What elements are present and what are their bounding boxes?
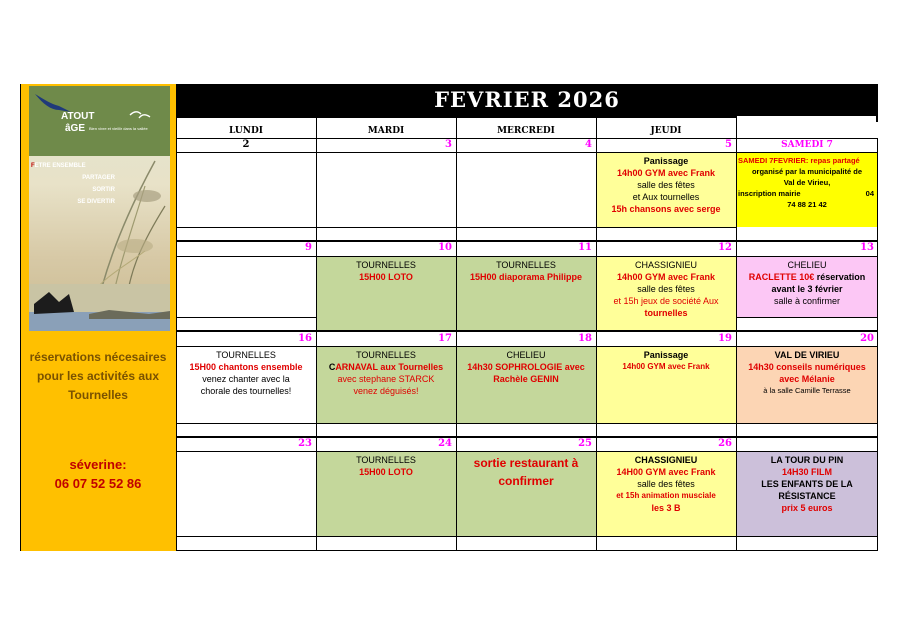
date-num: 13 (860, 242, 874, 253)
event-w4-sat (736, 452, 878, 536)
grid-line (456, 116, 457, 551)
logo-word1: ATOUT (61, 111, 95, 122)
event-text: 14H00 GYM avec Frank (616, 467, 716, 477)
reservation-note: réservations nécesaires pour les activités aux Tournelles (29, 350, 167, 402)
event-text: 14h00 GYM avec Frank (616, 168, 716, 178)
event-w2-wed (456, 257, 596, 330)
grid-line (176, 536, 878, 537)
tagline-line-1: ETRE ENSEMBLE (34, 163, 86, 169)
date-num: 10 (438, 242, 452, 253)
event-text: salle à confirmer (773, 296, 841, 306)
day-tuesday: MARDI (367, 126, 405, 136)
event-text: 15H00 LOTO (359, 467, 413, 477)
date-num: 19 (718, 333, 732, 344)
grid-line (176, 423, 878, 424)
event-w3-wed (456, 347, 596, 423)
event-text: salle des fêtes (637, 479, 695, 489)
event-w2-sat (736, 257, 878, 317)
grid-line (176, 550, 878, 551)
logo-box (29, 86, 170, 156)
event-text: 14h30 SOPHROLOGIE avec (467, 362, 585, 372)
date-saturday: SAMEDI 7 (781, 140, 833, 150)
event-text: TOURNELLES (496, 260, 556, 270)
date-num: 9 (305, 242, 312, 253)
tagline-line-4: SE DIVERTIR (77, 199, 115, 205)
grid-line (736, 116, 737, 551)
event-text: Val de Virieu, (783, 178, 831, 187)
event-text: C (328, 362, 336, 372)
event-text: tournelles (644, 308, 688, 318)
event-text: SAMEDI 7FEVRIER: repas partagé (738, 156, 860, 165)
divider (876, 116, 878, 122)
date-num: 17 (438, 333, 452, 344)
event-text: et 15h animation musciale (616, 491, 716, 500)
date-num: 2 (242, 139, 250, 150)
event-text: CHELIEU (787, 260, 827, 270)
date-num: 26 (718, 438, 732, 449)
event-text: et 15h jeux de société Aux (613, 296, 719, 306)
event-text: et Aux tournelles (632, 192, 700, 202)
date-num: 16 (298, 333, 312, 344)
event-w1-sat (736, 153, 878, 227)
event-text: à la salle Camille Terrasse (763, 386, 851, 395)
event-text: RACLETTE 10€ (748, 272, 815, 282)
contact (20, 455, 176, 493)
event-text: inscription mairie (738, 189, 801, 198)
tagline-initial: F (31, 163, 35, 169)
tagline-line-3: SORTIR (92, 187, 115, 193)
grid-line (176, 330, 878, 332)
event-w1-thu (596, 153, 736, 227)
event-text: Panissage (643, 156, 689, 166)
tagline-line-2: PARTAGER (82, 175, 115, 181)
contact-phone: 06 07 52 52 86 (54, 476, 142, 491)
day-thursday: JEUDI (650, 126, 682, 136)
day-monday: LUNDI (229, 126, 263, 136)
event-text: 14H30 FILM (781, 467, 832, 477)
event-w3-tue (316, 347, 456, 423)
event-w2-tue (316, 257, 456, 330)
date-num: 23 (298, 438, 312, 449)
birds-logo-icon (129, 108, 151, 122)
event-text: RÉSISTANCE (778, 491, 836, 501)
event-text: avec Mélanie (779, 374, 835, 384)
event-text: chorale des tournelles! (200, 386, 292, 396)
event-text: LA TOUR DU PIN (770, 455, 844, 465)
event-w4-wed (456, 452, 596, 536)
event-text: CHELIEU (506, 350, 546, 360)
date-num: 18 (578, 333, 592, 344)
event-text: 04 (865, 189, 874, 198)
event-text: Panissage (643, 350, 689, 360)
event-text: réservation (816, 272, 866, 282)
date-num: 4 (585, 139, 592, 150)
date-num: 25 (578, 438, 592, 449)
event-text: TOURNELLES (216, 350, 276, 360)
event-text: CHASSIGNIEU (634, 455, 698, 465)
event-text: les 3 B (651, 503, 681, 513)
event-w3-thu (596, 347, 736, 423)
event-text: 15H00 chantons ensemble (189, 362, 303, 372)
event-text: 15H00 LOTO (359, 272, 413, 282)
event-text: ARNAVAL aux Tournelles (335, 362, 444, 372)
event-text: 74 88 21 42 (787, 200, 827, 209)
event-text: venez chanter avec la (202, 374, 290, 384)
event-text: 15h chansons avec serge (611, 204, 721, 214)
event-text: avec stephane STARCK (337, 374, 435, 384)
event-text: salle des fêtes (637, 284, 695, 294)
event-text: 14h00 GYM avec Frank (622, 362, 710, 371)
event-text: VAL DE VIRIEU (774, 350, 840, 360)
event-text: 14h00 GYM avec Frank (616, 272, 716, 282)
date-num: 20 (860, 333, 874, 344)
birds-photo (29, 284, 170, 331)
event-text: LES ENFANTS DE LA (761, 479, 853, 489)
grid-line (596, 116, 597, 551)
event-w2-thu (596, 257, 736, 330)
event-text: TOURNELLES (356, 455, 416, 465)
event-w3-sat (736, 347, 878, 423)
event-text: Rachèle GENIN (493, 374, 559, 384)
event-text: 14h30 conseils numériques (748, 362, 866, 372)
grid-line (20, 84, 21, 551)
month-title: FEVRIER 2026 (434, 87, 620, 112)
event-text: confirmer (498, 474, 554, 488)
date-num: 5 (725, 139, 732, 150)
event-w4-tue (316, 452, 456, 536)
event-text: avant le 3 février (771, 284, 843, 294)
event-text: venez déguisés! (353, 386, 419, 396)
event-w3-mon (176, 347, 316, 423)
logo-subtitle: Bien vivre et vieillir dans la vallée (89, 126, 148, 131)
date-num: 12 (718, 242, 732, 253)
event-text: salle des fêtes (637, 180, 695, 190)
event-text: organisé par la municipalité de (751, 167, 863, 176)
date-num: 24 (438, 438, 452, 449)
grid-line (176, 317, 316, 318)
date-num: 3 (445, 139, 452, 150)
logo-panel (29, 86, 170, 331)
date-num: 11 (578, 242, 592, 253)
event-text: sortie restaurant à (473, 456, 579, 470)
event-text: TOURNELLES (356, 350, 416, 360)
day-wednesday: MERCREDI (497, 126, 555, 136)
grid-line (736, 317, 878, 318)
event-text: prix 5 euros (781, 503, 833, 513)
event-text: CHASSIGNIEU (634, 260, 697, 270)
month-header (176, 84, 878, 116)
contact-name: séverine: (69, 457, 127, 472)
grid-line (877, 138, 878, 551)
event-text: 15H00 diaporama Philippe (469, 272, 583, 282)
grid-line (176, 116, 177, 551)
event-text: TOURNELLES (356, 260, 416, 270)
grid-line (316, 116, 317, 551)
event-w4-thu (596, 452, 736, 536)
logo-word2: âGE (65, 123, 86, 134)
